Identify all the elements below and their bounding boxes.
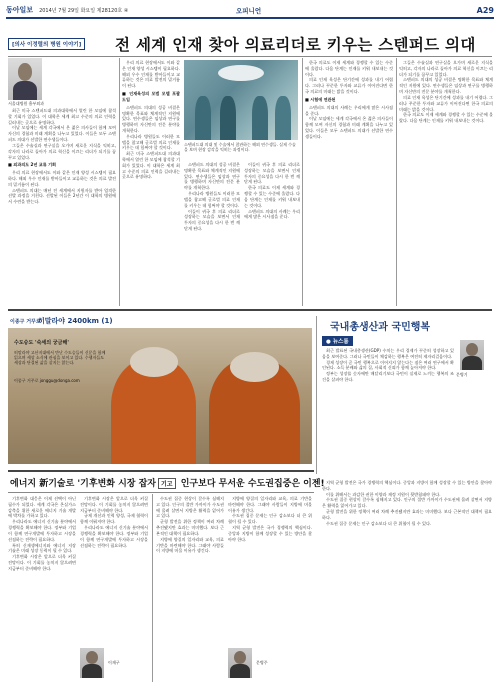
surgery-photo-caption: 스탠퍼드대 의대 및 수술에서 참관하는 해외 연수생들. 실제 수술을 보며 현장 감각을 익히는 과정이다. bbox=[184, 142, 296, 152]
author-caption: 서울대병원 흉부외과 bbox=[8, 101, 45, 106]
newsroom-label: ● 뉴스룸 bbox=[322, 336, 353, 346]
main-headline: 전 세계 인재 찾아 의료리더로 키우는 스텐퍼드 의대 bbox=[115, 36, 476, 54]
contribution-tag: 기고 bbox=[158, 478, 176, 489]
paragraph: 우리나라 병원들도 이러한 모델을 참고해 글로벌 의료 인재를 키우는 데 힘써야 할 것이다. bbox=[122, 133, 180, 151]
subhead: ■ 시험에 연관된 bbox=[305, 96, 336, 102]
paragraph: 경제 성장이 곧 국민 행복으로 이어지지 않는다는 점은 여러 연구에서 확인된다. 소득 분배와 삶의 질, 사회적 신뢰가 함께 높아져야 한다. bbox=[322, 359, 454, 371]
column-rule bbox=[152, 494, 153, 682]
paragraph: 기후변화 시장은 앞으로 더욱 커질 전망이다. 이 기회를 놓치지 않으려면 지금부터 준비해야 한다. bbox=[8, 554, 76, 571]
paragraph: 스텐퍼드 의대는 매년 전 세계에서 지원자를 받아 엄격한 선발 과정을 거친다. 선발된 이들은 2년간 이 대학의 병원에서 수련을 받는다. bbox=[8, 187, 116, 205]
paragraph: 그들은 수술실과 연구실을 오가며 새로운 지식을 익히고, 각자의 나라로 돌아가 의료 혁신을 이끄는 리더가 되기를 꿈꾸고 있었다. bbox=[399, 60, 493, 77]
paragraph: 한국 의료도 이제 세계와 경쟁할 수 있는 수준에 올랐다. 다음 단계는 인재를 키워 내보내는 것이다. bbox=[399, 112, 493, 124]
article-column-3 bbox=[184, 162, 240, 306]
subhead: ■ 인재육성의 모범 모델 포괄 도입 bbox=[122, 91, 180, 102]
paragraph: 지방에 양질의 일자리와 교육, 의료 기반을 마련해야 한다. 그래야 사람들이 지방에 머물 이유가 생긴다. bbox=[228, 496, 312, 513]
page-header bbox=[6, 4, 494, 16]
travel-sidebar-title: 히말라야 2400km (1) bbox=[38, 317, 113, 325]
paragraph: 균형 발전을 위한 정책이 여러 차례 추진됐지만 효과는 미미했다. 보다 근본적인 대책이 필요하다. bbox=[156, 519, 224, 536]
author-portrait bbox=[8, 58, 42, 100]
paragraph: 수도권 집중 문제는 인구 감소보다 더 큰 위협이 될 수 있다. bbox=[326, 520, 432, 526]
author-portrait-right bbox=[228, 648, 252, 678]
opinion-title: 국내총생산과 국민행복 bbox=[330, 322, 431, 333]
article-column-2 bbox=[122, 60, 180, 306]
author-name-left: 이재구 bbox=[108, 660, 120, 665]
monks-photo bbox=[8, 328, 312, 464]
paragraph: 수도권 집중 문제는 인구 감소보다 더 큰 위협이 될 수 있다. bbox=[228, 513, 312, 525]
column-rule bbox=[119, 58, 120, 306]
travel-sidebar-label: 이종구 거꾸로 bbox=[10, 319, 41, 325]
headline-rule bbox=[8, 56, 492, 57]
monks-caption-title: 수도승도 '숙세의 궁금해' bbox=[14, 340, 69, 346]
paragraph: 최근 미국 스텐퍼드대 의과대학에서 열린 한 모임에 참석할 기회가 있었다. 이 대학은 세계 최고 수준의 의료 인력을 길러내는 곳으로 유명하다. bbox=[8, 108, 116, 125]
paragraph: 정부는 성장률 숫자에만 매달리기보다 국민이 실제로 느끼는 행복의 조건을 살펴야 한다. bbox=[322, 371, 454, 383]
paragraph: 최근 미국 스텐퍼드대 의과대학에서 열린 한 모임에 참석할 기회가 있었다. 이 대학은 세계 최고 수준의 의료 인력을 길러내는 곳으로 유명하다. bbox=[122, 151, 180, 180]
issue-date: 2014년 7월 29일 화요일 제28120호 ④ bbox=[39, 7, 129, 14]
paragraph: 의료 인재 육성은 단기간에 성과를 내기 어렵다. 그러나 꾸준한 투자와 교류가 이어진다면 한국 의료의 미래는 밝을 것이다. bbox=[399, 94, 493, 112]
author-name-right: 문병주 bbox=[256, 660, 268, 665]
section-title: 오피니언 bbox=[236, 6, 262, 15]
paragraph: 기후변화 시장은 앞으로 더욱 커질 전망이다. 이 기회를 놓치지 않으려면 지금부터 준비해야 한다. bbox=[80, 496, 148, 513]
header-rule bbox=[6, 17, 494, 19]
paragraph: 스텐퍼드 의대의 성공 비결은 명확한 목표와 체계적인 지원에 있다. 연수생들은 임상과 연구를 병행하며 자신만의 전문 분야를 개척한다. bbox=[184, 162, 240, 191]
paragraph: 스텐퍼드 의대의 사례는 우리에게 많은 시사점을 준다. bbox=[305, 104, 393, 116]
photographer-credit: 이종구 거꾸로 jonggu@donga.com bbox=[14, 378, 80, 383]
paragraph: 우리 의료 현장에서도 이와 같은 인재 양성 시스템이 필요하다. 해외 우수 인재를 받아들이고 교류하는 것은 의료 발전의 밑거름이 된다. bbox=[122, 60, 180, 89]
paragraph: 이들이 귀국 후 의료 리더로 성장하는 모습을 보면서 인재 투자의 중요성을 다시 한 번 깨닫게 된다. bbox=[244, 162, 300, 185]
paragraph: 우리나라 병원들도 이러한 모델을 참고해 글로벌 의료 인재를 키우는 데 힘써야 할 것이다. bbox=[184, 191, 240, 208]
subhead: ■ 외과의도 2년 교류 기회 bbox=[8, 162, 57, 168]
paragraph: 이를 위해서는 과감한 권한 이양과 재정 지원이 뒷받침돼야 한다. bbox=[326, 491, 441, 497]
paragraph: 이날 모임에는 세계 각국에서 온 젊은 의사들이 함께 모여 자신의 경험과 미래 계획을 나누고 있었다. 이들은 모두 스텐퍼드 의대가 선발한 연수생들이다. bbox=[8, 125, 116, 143]
bottom-column-1 bbox=[8, 496, 76, 682]
paragraph: 지역 균형 발전은 국가 경쟁력의 핵심이다. 중앙과 지방이 함께 성장할 수 있는 방안을 찾아야 한다. bbox=[322, 480, 492, 491]
paragraph: 한국 의료도 이제 세계와 경쟁할 수 있는 수준에 올랐다. 다음 단계는 인재를 키워 내보내는 것이다. bbox=[305, 60, 393, 77]
paragraph: 우리 의료 현장에서도 이와 같은 인재 양성 시스템이 필요하다. 해외 우수 인재를 받아들이고 교류하는 것은 의료 발전의 밑거름이 된다. bbox=[8, 170, 116, 187]
paragraph: 의료 인재 육성은 단기간에 성과를 내기 어렵다. 그러나 꾸준한 투자와 교류가 이어진다면 한국 의료의 미래는 밝을 것이다. bbox=[305, 77, 393, 95]
paragraph: 규제 개선과 인력 양성, 국제 협력이 함께 이뤄져야 한다. bbox=[80, 513, 148, 525]
opinion-text bbox=[322, 348, 454, 472]
section-divider bbox=[8, 470, 314, 472]
paragraph: 우리나라도 에너지 신기술 분야에서 경쟁력을 확보해야 한다. 정부와 기업이 함께 연구개발에 투자하고 시장을 선점하는 전략이 필요하다. bbox=[80, 525, 148, 548]
paragraph: 스텐퍼드 의대의 성공 비결은 명확한 목표와 체계적인 지원에 있다. 연수생들은 임상과 연구를 병행하며 자신만의 전문 분야를 개척한다. bbox=[122, 104, 180, 133]
columnist-name: 문병기 bbox=[456, 372, 468, 377]
bottom-column-5 bbox=[322, 480, 492, 680]
energy-headline: 에너지 新기술로 '기후변화 시장 잡자 bbox=[10, 479, 157, 489]
column-kicker: [의사 이정렬의 병원 이야기] bbox=[8, 38, 85, 50]
opinion-headline bbox=[158, 476, 325, 489]
headline-rule bbox=[8, 492, 314, 493]
column-rule bbox=[396, 58, 397, 306]
column-rule bbox=[302, 58, 303, 306]
newspaper-logo: 동아일보 bbox=[6, 5, 34, 14]
author-portrait-left bbox=[80, 648, 104, 678]
regional-headline: 인구보다 무서운 수도권집중은 이젠! bbox=[180, 479, 325, 489]
paragraph: 지방에 양질의 일자리와 교육, 의료 기반을 마련해야 한다. 그래야 사람들이 지방에 머물 이유가 생긴다. bbox=[156, 536, 224, 554]
article-column-5 bbox=[305, 60, 393, 306]
paragraph: 이날 모임에는 세계 각국에서 온 젊은 의사들이 함께 모여 자신의 경험과 미래 계획을 나누고 있었다. 이들은 모두 스텐퍼드 의대가 선발한 연수생들이다. bbox=[305, 116, 393, 139]
paragraph: 균형 발전을 위한 정책이 여러 차례 추진됐지만 효과는 미미했다. 보다 근본적인 대책이 필요하다. bbox=[322, 509, 492, 520]
paragraph: 지역 균형 발전은 국가 경쟁력의 핵심이다. 중앙과 지방이 함께 성장할 수 있는 방안을 찾아야 한다. bbox=[228, 525, 312, 542]
page-number: A29 bbox=[476, 5, 494, 15]
paragraph: 스텐퍼드 의대의 사례는 우리에게 많은 시사점을 준다. bbox=[244, 208, 300, 220]
bottom-column-3 bbox=[156, 496, 224, 682]
article-column-1 bbox=[8, 108, 116, 304]
surgery-photo bbox=[184, 60, 298, 140]
section-divider bbox=[8, 309, 492, 311]
paragraph: 우리나라도 에너지 신기술 분야에서 경쟁력을 확보해야 한다. 정부와 기업이 함께 연구개발에 투자하고 시장을 선점하는 전략이 필요하다. bbox=[8, 519, 76, 542]
article-column-6 bbox=[399, 60, 493, 306]
paragraph: 그들은 수술실과 연구실을 오가며 새로운 지식을 익히고, 각자의 나라로 돌아가 의료 혁신을 이끄는 리더가 되기를 꿈꾸고 있었다. bbox=[8, 142, 116, 160]
bottom-column-2 bbox=[80, 496, 148, 646]
article-column-4 bbox=[244, 162, 300, 306]
paragraph: 특히 신재생에너지와 에너지 저장 기술은 미래 성장 동력이 될 수 있다. bbox=[8, 542, 76, 554]
paragraph: 수도권 집중 현상이 갈수록 심해지고 있다. 인구의 절반 가까이가 수도권에 몰려 살면서 지방은 활력을 잃어가고 있다. bbox=[322, 497, 492, 509]
paragraph: 한국 의료도 이제 세계와 경쟁할 수 있는 수준에 올랐다. 다음 단계는 인재를 키워 내보내는 것이다. bbox=[244, 185, 300, 208]
paragraph: 수도권 집중 현상이 갈수록 심해지고 있다. 인구의 절반 가까이가 수도권에 몰려 살면서 지방은 활력을 잃어가고 있다. bbox=[156, 496, 224, 519]
paragraph: 최근 발표된 국내총생산(GDP) 수치는 우리 경제가 꾸준히 성장하고 있음을 보여준다. 그러나 국민들이 체감하는 행복은 여전히 제자리걸음이다. bbox=[322, 348, 454, 359]
paragraph: 스텐퍼드 의대의 성공 비결은 명확한 목표와 체계적인 지원에 있다. 연수생들은 임상과 연구를 병행하며 자신만의 전문 분야를 개척한다. bbox=[399, 77, 493, 95]
paragraph: 기후변화 대응은 이제 선택이 아닌 필수가 되었다. 세계 각국은 온실가스 감축을 위한 새로운 에너지 기술 개발에 박차를 가하고 있다. bbox=[8, 496, 76, 519]
column-rule bbox=[316, 316, 317, 474]
bottom-column-4 bbox=[228, 496, 312, 646]
paragraph: 이들이 귀국 후 의료 리더로 성장하는 모습을 보면서 인재 투자의 중요성을 다시 한 번 깨닫게 된다. bbox=[184, 208, 240, 231]
monks-caption: 히말라야 고산지대에서 만난 수도승들이 신문을 함께 읽으며 세상 소식에 관심을 보이고 있다. 수행자들도 세상과 단절된 삶을 살지는 않는다. bbox=[14, 350, 106, 365]
columnist-portrait bbox=[460, 340, 484, 370]
